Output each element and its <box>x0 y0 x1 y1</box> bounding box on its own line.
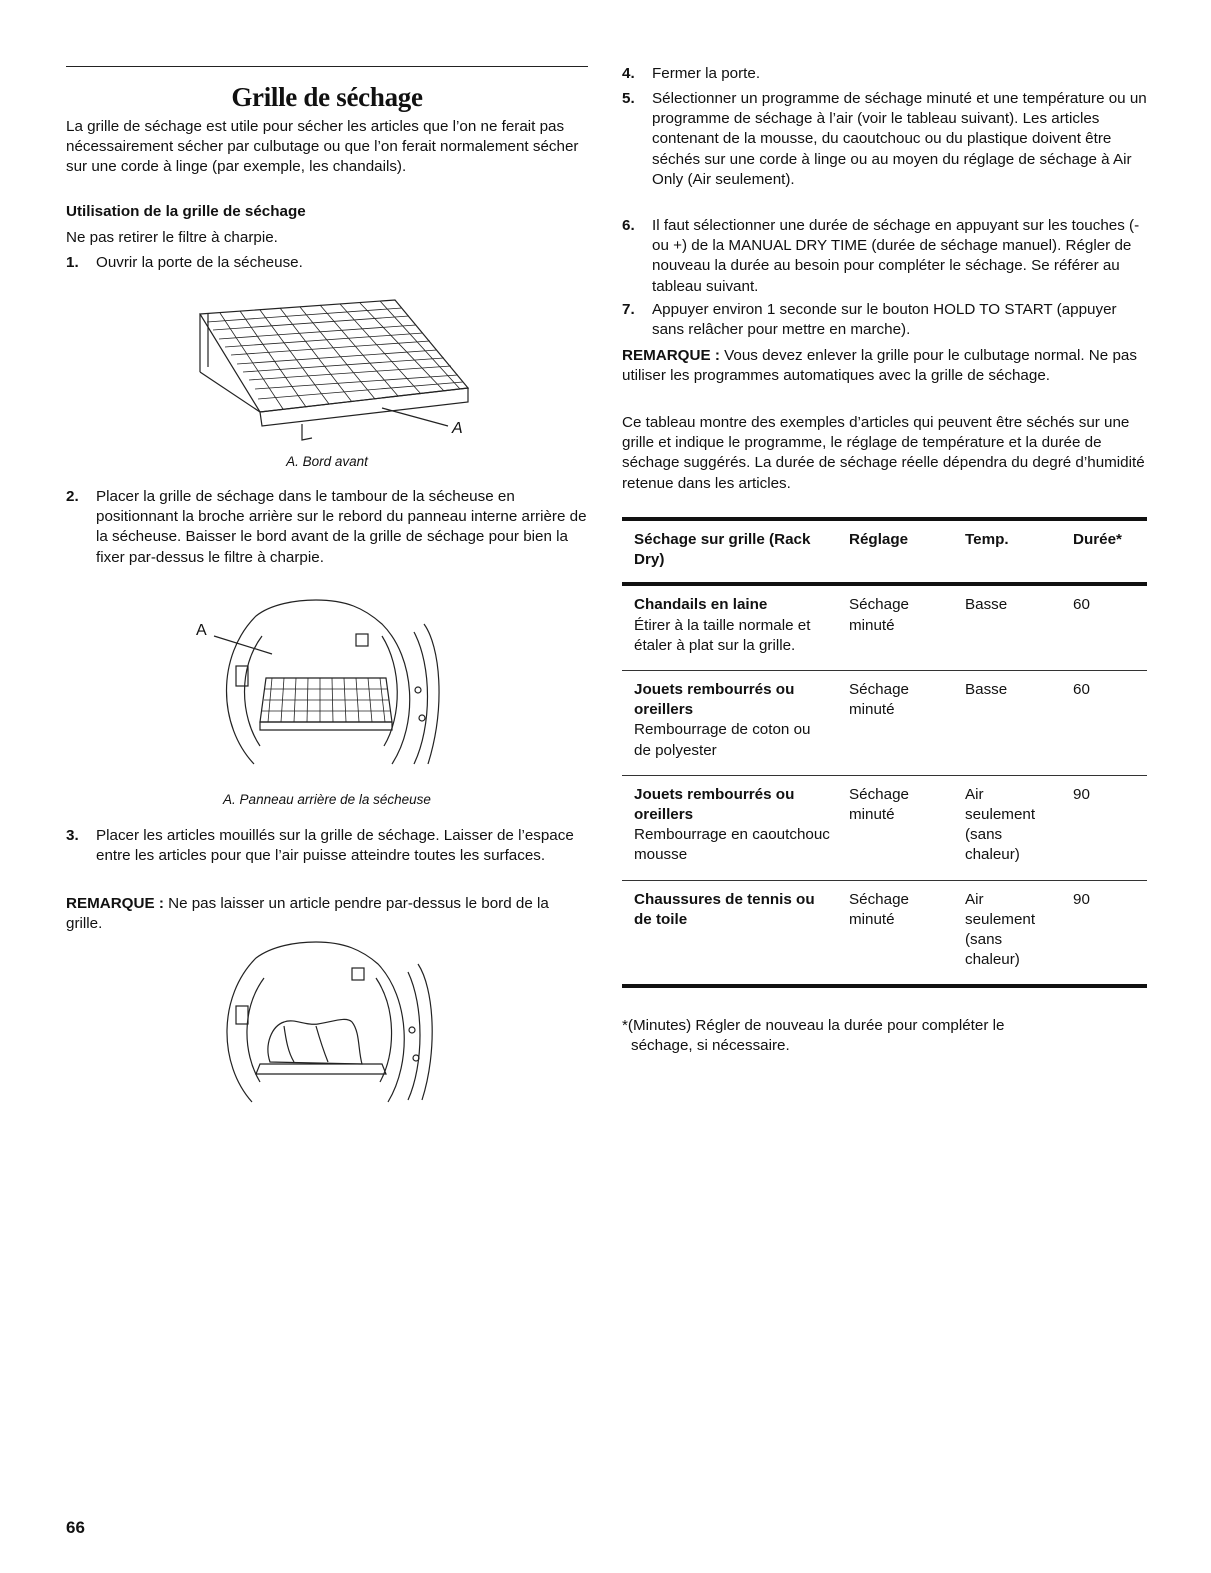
no-remove-instruction: Ne pas retirer le filtre à charpie. <box>66 229 278 246</box>
table-header-row <box>622 519 1147 584</box>
figure-2-caption: A. Panneau arrière de la sécheuse <box>223 792 431 807</box>
figure-2-label: A <box>196 622 207 639</box>
item-name: Jouets rembourrés ou oreillers <box>634 681 795 719</box>
table-row <box>622 880 1147 986</box>
table-row <box>622 775 1147 880</box>
item-setting: Séchage minuté <box>849 890 909 928</box>
col-header-item: Séchage sur grille (Rack Dry) <box>634 531 811 569</box>
page-title: Grille de séchage <box>231 82 423 112</box>
dryer-drum-rack-illustration <box>196 596 460 780</box>
intro-paragraph: La grille de séchage est utile pour sécher les articles que l’on ne ferait pas nécessairement sécher par culbutage ou que l’on ferait normalement sécher sur une corde à linge (par exemple, les chandails). <box>66 118 579 176</box>
col-header-time: Durée* <box>1073 531 1122 548</box>
table-intro: Ce tableau montre des exemples d’articles qui peuvent être séchés sur une grille et indique le programme, le réglage de température et la durée de séchage suggérés. La durée de séchage réelle dépendra du degré d’humidité retenue dans les articles. <box>622 414 1145 492</box>
item-temp: Basse <box>965 681 1008 699</box>
col-header-setting: Réglage <box>849 531 909 548</box>
item-desc: Rembourrage de coton ou de polyester <box>634 721 811 759</box>
drying-rack-illustration <box>190 292 480 444</box>
step-5: 5. Sélectionner un programme de séchage minuté et une température ou un programme de séchage à l’air (voir le tableau suivant). Les articles contenant de la mousse, du caoutchouc ou du plastique doivent être séchés sur une corde à linge ou au moyen du réglage de séchage à Air Only (Air seulement). <box>622 90 1147 188</box>
note-left: REMARQUE : Ne pas laisser un article pendre par-dessus le bord de la grille. <box>66 895 549 933</box>
item-setting: Séchage minuté <box>849 785 909 824</box>
figure-1-caption: A. Bord avant <box>286 454 368 469</box>
table-row <box>622 671 1147 776</box>
item-time: 60 <box>1073 596 1090 614</box>
item-setting: Séchage minuté <box>849 681 909 719</box>
step-4: 4. Fermer la porte. <box>622 65 761 82</box>
step-3: 3. Placer les articles mouillés sur la grille de séchage. Laisser de l’espace entre les articles pour que l’air puisse atteindre toutes les surfaces. <box>66 827 574 865</box>
dryer-drum-clothes-illustration <box>212 940 444 1112</box>
step-6: 6. Il faut sélectionner une durée de séchage en appuyant sur les touches (- ou +) de la MANUAL DRY TIME (durée de séchage manuel). Régler de nouveau la durée au besoin pour compléter le séchage. Se référer au tableau suivant. <box>622 217 1140 295</box>
item-temp: Basse <box>965 596 1008 614</box>
step-1: 1. Ouvrir la porte de la sécheuse. <box>66 254 303 271</box>
item-desc: Étirer à la taille normale et étaler à plat sur la grille. <box>634 616 811 654</box>
item-time: 60 <box>1073 681 1090 699</box>
item-setting: Séchage minuté <box>849 596 909 634</box>
subheading: Utilisation de la grille de séchage <box>66 203 306 220</box>
figure-1-label: A <box>452 420 463 437</box>
table-footnote: *(Minutes) Régler de nouveau la durée pour compléter le séchage, si nécessaire. <box>622 1017 1005 1055</box>
item-name: Chaussures de tennis ou de toile <box>634 890 815 928</box>
step-2: 2. Placer la grille de séchage dans le tambour de la sécheuse en positionnant la broche arrière sur le rebord du panneau interne arrière de la sécheuse. Baisser le bord avant de la grille de séchage pour bien la fixer par-dessus le filtre à charpie. <box>66 488 587 566</box>
item-time: 90 <box>1073 890 1090 908</box>
step-7: 7. Appuyer environ 1 seconde sur le bouton HOLD TO START (appuyer sans relâcher pour mettre en marche). <box>622 301 1117 339</box>
item-temp: Air seulement (sans chaleur) <box>965 890 1036 969</box>
item-temp: Air seulement (sans chaleur) <box>965 785 1036 864</box>
item-name: Jouets rembourrés ou oreillers <box>634 785 795 824</box>
item-desc: Rembourrage en caoutchouc mousse <box>634 826 830 864</box>
item-name: Chandails en laine <box>634 596 768 614</box>
page-number: 66 <box>66 1518 85 1537</box>
note-right: REMARQUE : Vous devez enlever la grille pour le culbutage normal. Ne pas utiliser les programmes automatiques avec la grille de séchage. <box>622 347 1137 385</box>
top-rule <box>66 66 588 67</box>
table-row <box>622 584 1147 670</box>
item-time: 90 <box>1073 785 1090 803</box>
col-header-temp: Temp. <box>965 531 1009 548</box>
rack-dry-table <box>622 517 1147 988</box>
